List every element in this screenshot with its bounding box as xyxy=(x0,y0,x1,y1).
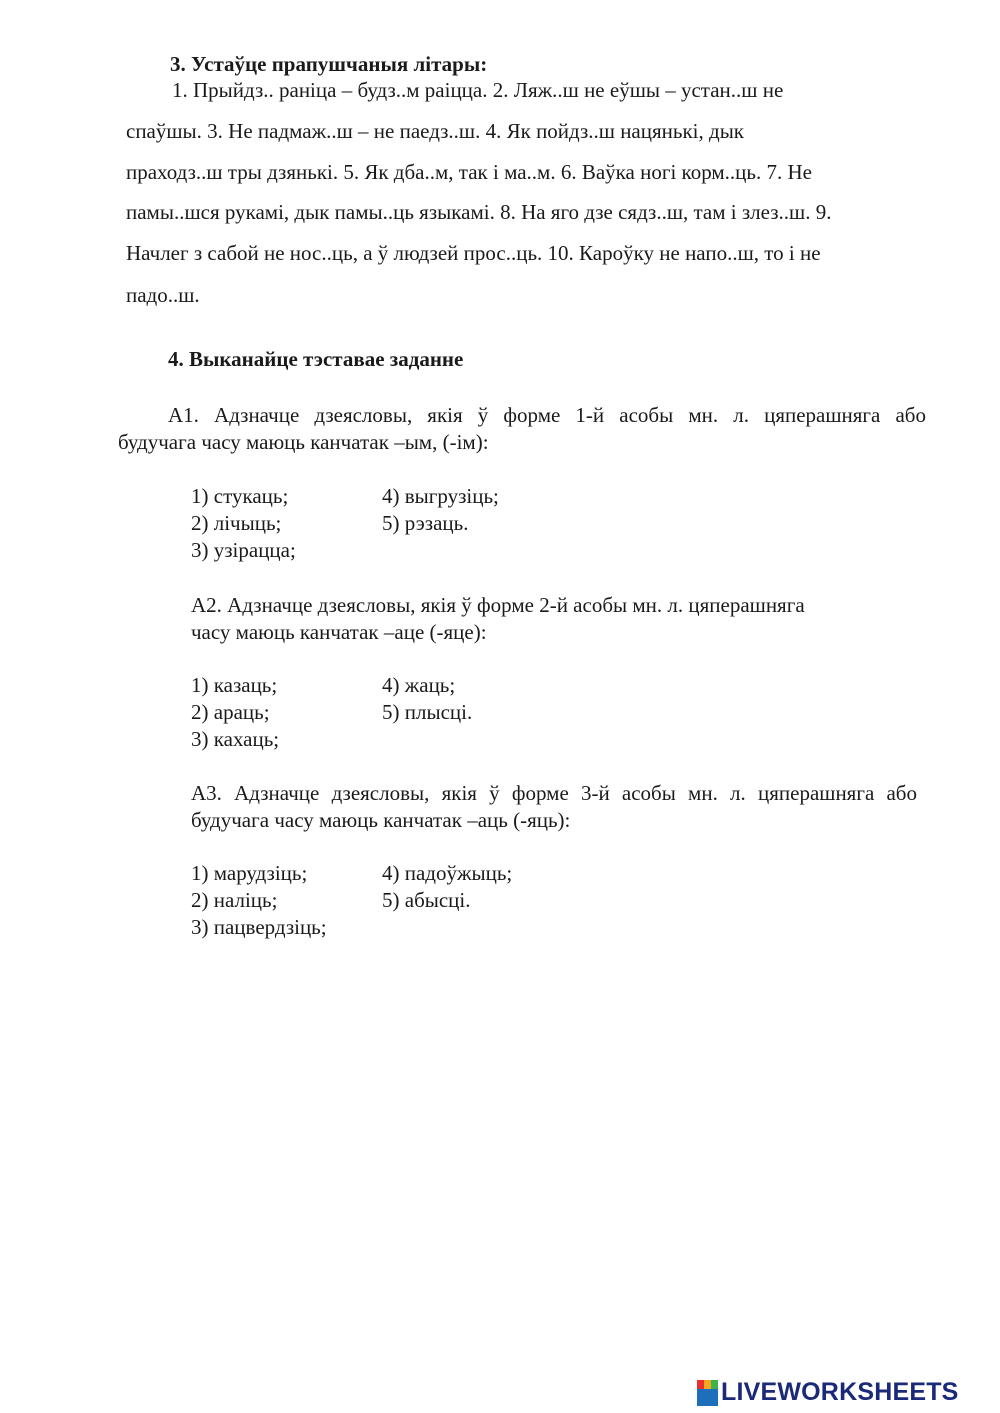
task-a2-question-cont: часу маюць канчатак –аце (-яце): xyxy=(191,620,487,644)
task-a2-question: А2. Адзначце дзеясловы, якія ў форме 2-й асобы мн. л. цяперашняга xyxy=(191,593,805,617)
task-a3-option-3: 3) пацвердзіць; xyxy=(191,915,327,939)
task-a3-option-4: 4) падоўжыць; xyxy=(382,861,513,885)
section-3-heading: 3. Устаўце прапушчаныя літары: xyxy=(170,52,488,76)
task-a2-option-4: 4) жаць; xyxy=(382,673,456,697)
liveworksheets-logo-text: LIVEWORKSHEETS xyxy=(721,1378,959,1406)
exercise-line: Начлег з сабой не нос..ць, а ў людзей прос..ць. 10. Кароўку не напо..ш, то і не xyxy=(126,241,821,265)
logo-block-blue xyxy=(697,1389,718,1406)
task-a2-option-1: 1) казаць; xyxy=(191,673,278,697)
task-a3-option-5: 5) абысці. xyxy=(382,888,471,912)
section-4-heading: 4. Выканайце тэставае заданне xyxy=(168,347,464,371)
liveworksheets-logo-icon xyxy=(697,1380,718,1406)
task-a3-question-cont: будучага часу маюць канчатак –аць (-яць): xyxy=(191,808,571,832)
logo-block-green xyxy=(711,1380,718,1389)
exercise-line: падо..ш. xyxy=(126,283,200,307)
exercise-line: спаўшы. 3. Не падмаж..ш – не паедз..ш. 4. Як пойдз..ш нацянькі, дык xyxy=(126,119,745,143)
logo-block-orange xyxy=(704,1380,711,1389)
task-a1-option-2: 2) лічыць; xyxy=(191,511,282,535)
logo-block-red xyxy=(697,1380,704,1389)
task-a2-option-5: 5) плысці. xyxy=(382,700,473,724)
task-a3-question: А3. Адзначце дзеясловы, якія ў форме 3-й асобы мн. л. цяперашняга або xyxy=(191,781,917,805)
task-a2-option-3: 3) кахаць; xyxy=(191,727,280,751)
task-a3-option-2: 2) наліць; xyxy=(191,888,278,912)
exercise-line: праходз..ш тры дзянькі. 5. Як дба..м, так і ма..м. 6. Ваўка ногі корм..ць. 7. Не xyxy=(126,160,812,184)
task-a1-option-5: 5) рэзаць. xyxy=(382,511,469,535)
task-a2-option-2: 2) араць; xyxy=(191,700,270,724)
exercise-line: 1. Прыйдз.. раніца – будз..м раіцца. 2. Ляж..ш не еўшы – устан..ш не xyxy=(172,78,784,102)
task-a1-option-3: 3) узірацца; xyxy=(191,538,296,562)
task-a1-question-cont: будучага часу маюць канчатак –ым, (-ім): xyxy=(118,430,489,454)
task-a1-question: А1. Адзначце дзеясловы, якія ў форме 1-й асобы мн. л. цяперашняга або xyxy=(168,403,926,427)
exercise-line: памы..шся рукамі, дык памы..ць языкамі. 8. На яго дзе сядз..ш, там і злез..ш. 9. xyxy=(126,200,832,224)
task-a1-option-1: 1) стукаць; xyxy=(191,484,289,508)
task-a3-option-1: 1) марудзіць; xyxy=(191,861,308,885)
task-a1-option-4: 4) выгрузіць; xyxy=(382,484,499,508)
liveworksheets-logo xyxy=(697,1378,959,1407)
